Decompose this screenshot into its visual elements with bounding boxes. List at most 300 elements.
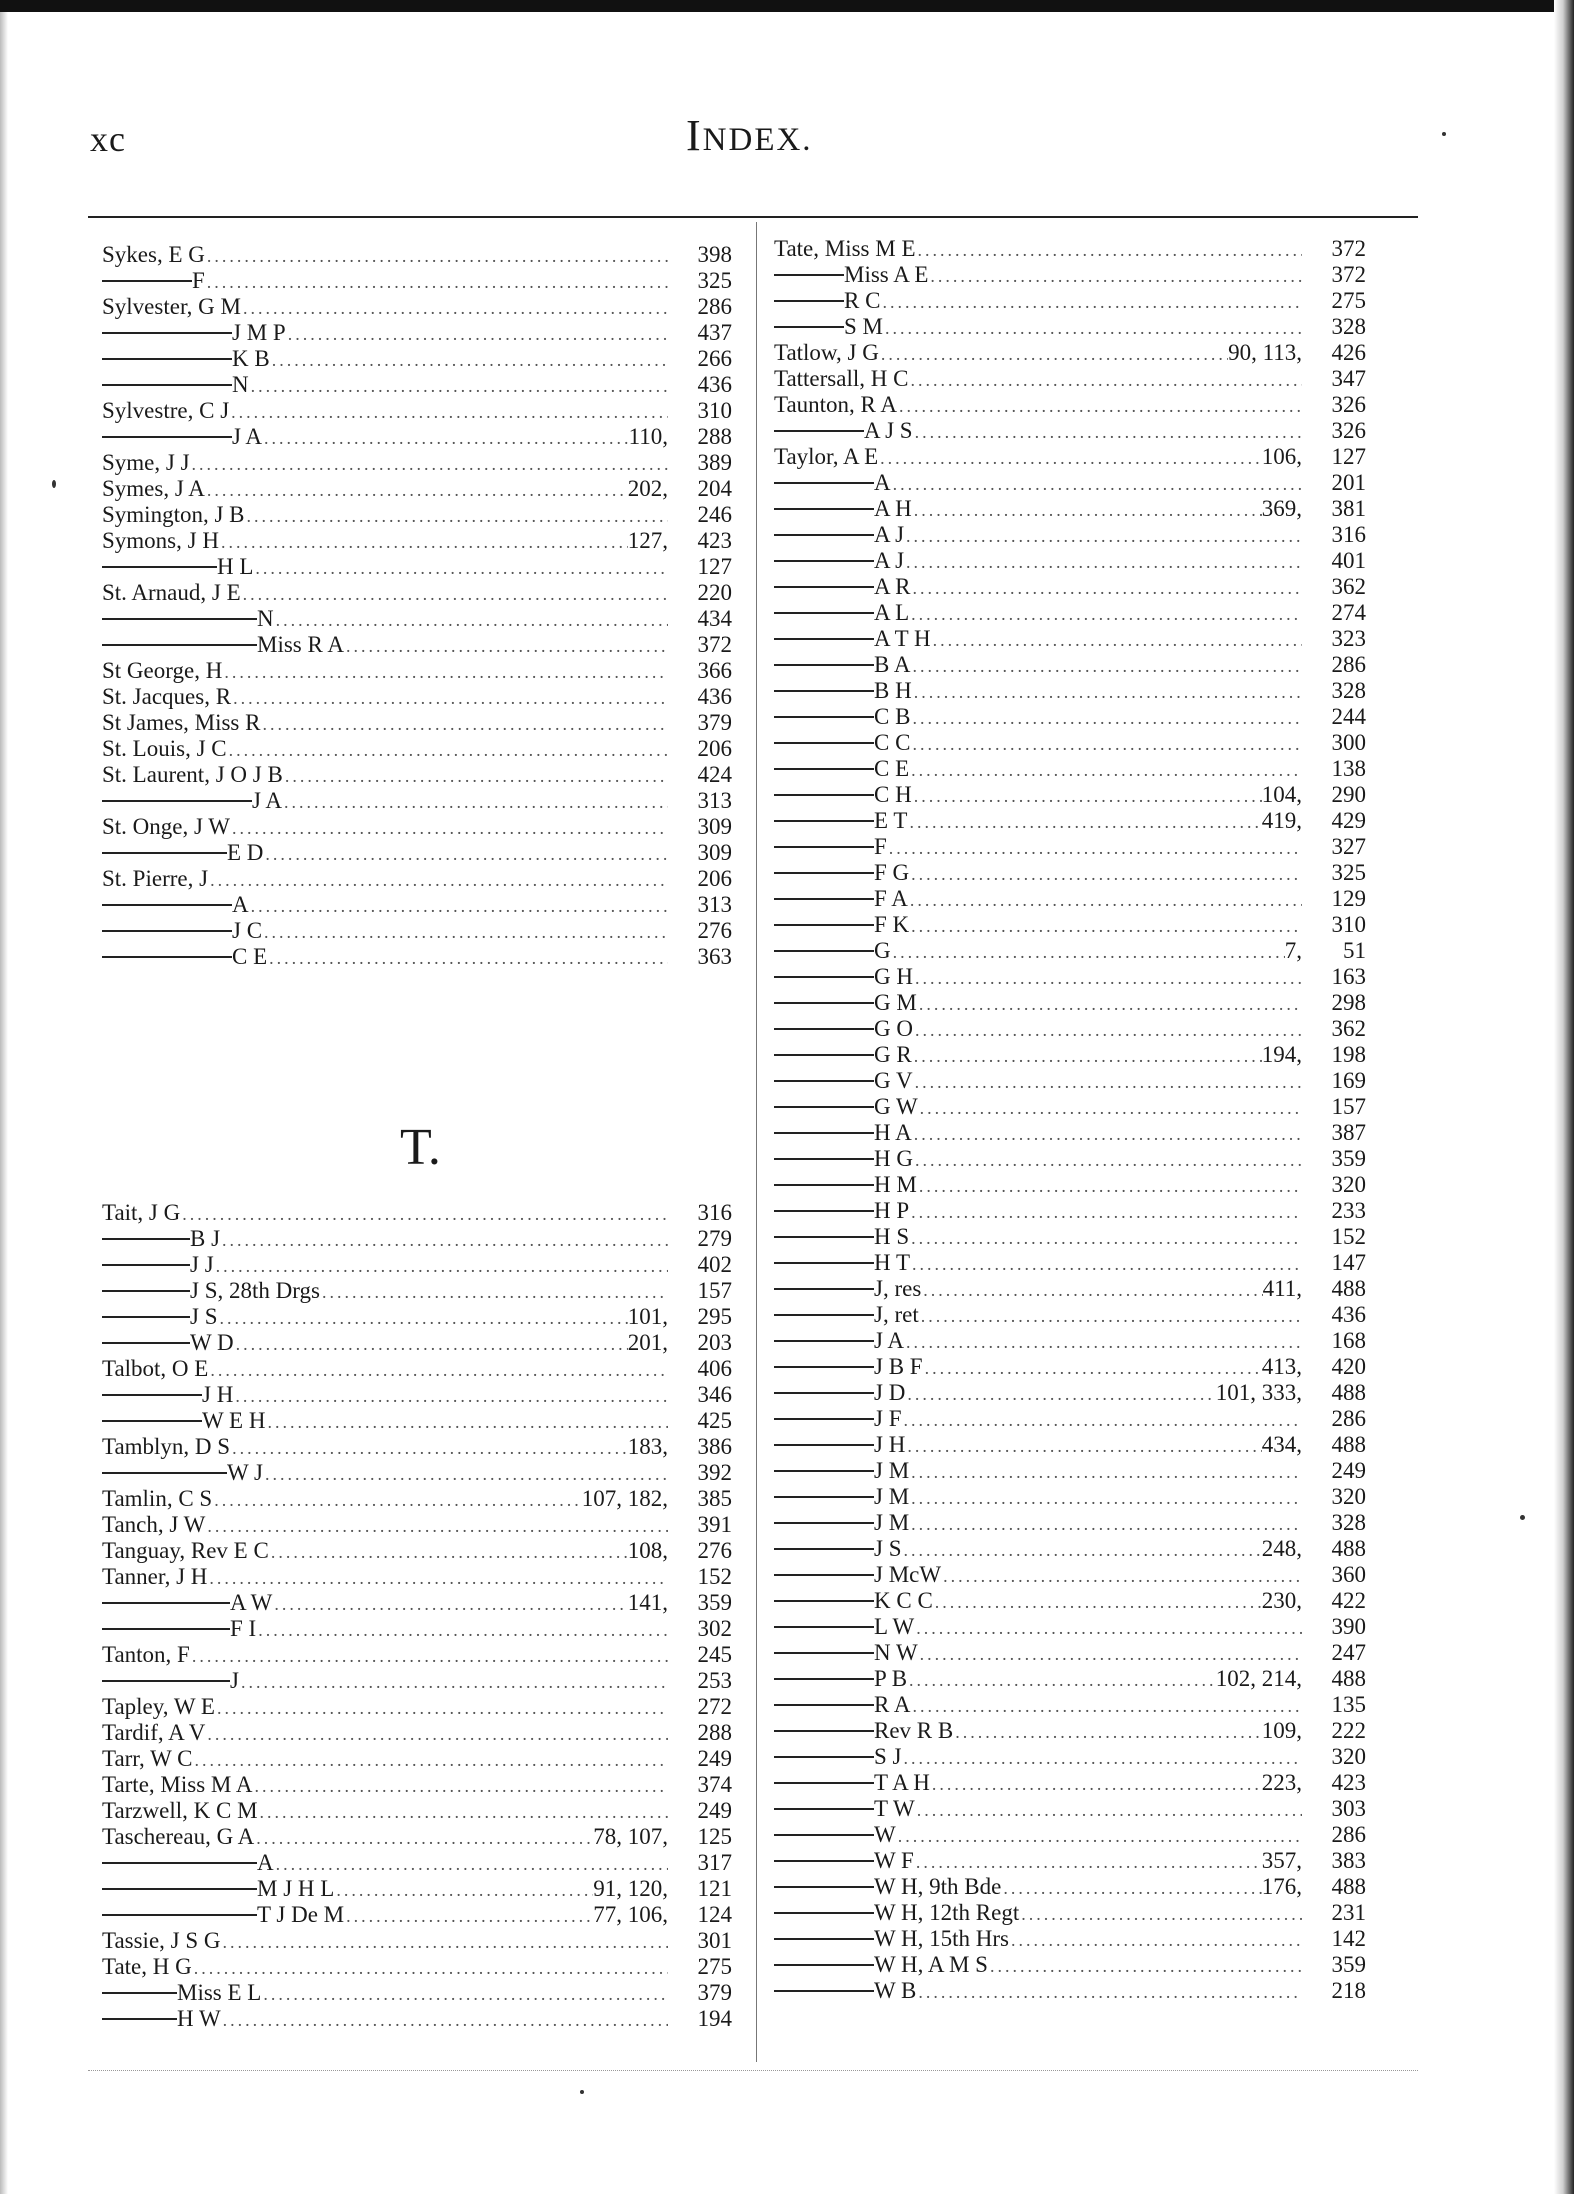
entry-page: 316 bbox=[1331, 522, 1366, 547]
dot-leader bbox=[902, 1745, 1303, 1771]
ditto-dash bbox=[774, 1054, 874, 1056]
entry-name: Tapley, W E bbox=[102, 1694, 215, 1719]
index-entry bbox=[102, 1226, 732, 1252]
dot-leader bbox=[904, 1329, 1302, 1355]
dot-leader bbox=[878, 445, 1262, 471]
running-head-initial: I bbox=[686, 111, 703, 160]
entry-page: 276 bbox=[697, 1538, 732, 1563]
entry-page: 249 bbox=[697, 1798, 732, 1823]
index-entry bbox=[102, 346, 732, 372]
dot-leader bbox=[902, 1537, 1262, 1563]
entry-name: T W bbox=[874, 1796, 915, 1821]
entry-page: 328 bbox=[1331, 314, 1366, 339]
dot-leader bbox=[909, 1199, 1302, 1225]
entry-extra-pages: 110, bbox=[628, 424, 668, 449]
index-entry bbox=[102, 1694, 732, 1720]
entry-name: Sykes, E G bbox=[102, 242, 205, 267]
entry-page: 295 bbox=[697, 1304, 732, 1329]
index-entry bbox=[774, 288, 1366, 314]
entry-page: 381 bbox=[1331, 496, 1366, 521]
entry-page: 266 bbox=[697, 346, 732, 371]
entry-name: Tarte, Miss M A bbox=[102, 1772, 253, 1797]
entry-page: 488 bbox=[1331, 1380, 1366, 1405]
entry-name: G W bbox=[874, 1094, 918, 1119]
dot-leader bbox=[891, 471, 1302, 497]
entry-name: G O bbox=[874, 1016, 913, 1041]
entry-name: J H bbox=[202, 1382, 234, 1407]
entry-page: 222 bbox=[1331, 1718, 1366, 1743]
ditto-dash bbox=[102, 618, 257, 620]
dot-leader bbox=[215, 1695, 668, 1721]
dot-leader bbox=[912, 679, 1302, 705]
entry-extra-pages: 108, bbox=[627, 1538, 668, 1563]
entry-name: S M bbox=[844, 314, 883, 339]
ditto-dash bbox=[774, 1782, 874, 1784]
entry-name: Sylvester, G M bbox=[102, 294, 241, 319]
scan-speck bbox=[1520, 1515, 1525, 1520]
index-entry bbox=[102, 424, 732, 450]
dot-leader bbox=[334, 1877, 593, 1903]
index-entry bbox=[102, 294, 732, 320]
entry-name: J B F bbox=[874, 1354, 923, 1379]
entry-name: J S bbox=[874, 1536, 902, 1561]
ditto-dash bbox=[774, 1496, 874, 1498]
entry-page: 310 bbox=[1331, 912, 1366, 937]
entry-name: Tate, Miss M E bbox=[774, 236, 916, 261]
ditto-dash bbox=[774, 274, 844, 276]
entry-name: Taylor, A E bbox=[774, 444, 879, 469]
entry-name: G M bbox=[874, 990, 917, 1015]
entry-name: W E H bbox=[202, 1408, 266, 1433]
ditto-dash bbox=[774, 690, 874, 692]
index-entry bbox=[774, 808, 1366, 834]
index-entry bbox=[102, 1382, 732, 1408]
entry-name: Taschereau, G A bbox=[102, 1824, 255, 1849]
index-entry bbox=[774, 314, 1366, 340]
scan-speck bbox=[580, 2090, 584, 2094]
ditto-dash bbox=[774, 326, 844, 328]
ditto-dash bbox=[102, 1420, 202, 1422]
entry-extra-pages: 127, bbox=[627, 528, 668, 553]
entry-name: C B bbox=[874, 704, 911, 729]
entry-page: 253 bbox=[697, 1668, 732, 1693]
ditto-dash bbox=[774, 1106, 874, 1108]
ditto-dash bbox=[774, 638, 874, 640]
ditto-dash bbox=[102, 436, 232, 438]
entry-page: 328 bbox=[1331, 1510, 1366, 1535]
dot-leader bbox=[229, 399, 668, 425]
entry-name: J M bbox=[874, 1484, 910, 1509]
page-folio: xc bbox=[90, 119, 126, 159]
entry-page: 372 bbox=[1331, 262, 1366, 287]
entry-name: B J bbox=[190, 1226, 221, 1251]
ditto-dash bbox=[774, 1548, 874, 1550]
entry-name: Symes, J A bbox=[102, 476, 205, 501]
entry-name: G H bbox=[874, 964, 913, 989]
page-left-edge-shadow bbox=[0, 0, 8, 2194]
entry-name: N W bbox=[874, 1640, 918, 1665]
entry-page: 488 bbox=[1331, 1432, 1366, 1457]
entry-page: 206 bbox=[697, 866, 732, 891]
ditto-dash bbox=[774, 924, 874, 926]
entry-name: Tatlow, J G bbox=[774, 340, 879, 365]
index-entry bbox=[774, 782, 1366, 808]
dot-leader bbox=[227, 737, 668, 763]
index-entry bbox=[774, 1926, 1366, 1952]
dot-leader bbox=[909, 861, 1302, 887]
ditto-dash bbox=[774, 1522, 874, 1524]
index-entry bbox=[102, 2006, 732, 2032]
entry-extra-pages: 77, 106, bbox=[593, 1902, 668, 1927]
header-rule bbox=[88, 216, 1418, 218]
ditto-dash bbox=[774, 1990, 874, 1992]
entry-page: 300 bbox=[1331, 730, 1366, 755]
index-entry bbox=[774, 964, 1366, 990]
entry-page: 246 bbox=[697, 502, 732, 527]
dot-leader bbox=[918, 1641, 1302, 1667]
ditto-dash bbox=[774, 1912, 874, 1914]
dot-leader bbox=[263, 841, 668, 867]
entry-name: H A bbox=[874, 1120, 912, 1145]
index-entry bbox=[102, 1408, 732, 1434]
entry-page: 424 bbox=[697, 762, 732, 787]
dot-leader bbox=[1009, 1927, 1302, 1953]
entry-name: A L bbox=[874, 600, 910, 625]
index-entry bbox=[774, 1718, 1366, 1744]
entry-page: 423 bbox=[1331, 1770, 1366, 1795]
entry-page: 347 bbox=[1331, 366, 1366, 391]
entry-extra-pages: 101, 333, bbox=[1215, 1380, 1302, 1405]
entry-name: F A bbox=[874, 886, 908, 911]
entry-page: 374 bbox=[697, 1772, 732, 1797]
entry-name: H S bbox=[874, 1224, 910, 1249]
index-entry bbox=[774, 912, 1366, 938]
entry-page: 313 bbox=[697, 892, 732, 917]
entry-page: 320 bbox=[1331, 1744, 1366, 1769]
ditto-dash bbox=[102, 1472, 227, 1474]
entry-name: St. Pierre, J bbox=[102, 866, 209, 891]
entry-page: 206 bbox=[697, 736, 732, 761]
index-entry bbox=[102, 580, 732, 606]
index-entry bbox=[774, 704, 1366, 730]
index-entry bbox=[102, 1798, 732, 1824]
index-entry bbox=[102, 658, 732, 684]
dot-leader bbox=[241, 581, 668, 607]
entry-name: B A bbox=[874, 652, 911, 677]
index-entry bbox=[102, 684, 732, 710]
entry-name: J S bbox=[190, 1304, 218, 1329]
dot-leader bbox=[910, 1251, 1302, 1277]
entry-name: J, res bbox=[874, 1276, 922, 1301]
page-right-edge-shadow bbox=[1554, 0, 1574, 2194]
ditto-dash bbox=[774, 1132, 874, 1134]
entry-name: Tate, H G bbox=[102, 1954, 192, 1979]
dot-leader bbox=[1001, 1875, 1261, 1901]
entry-page: 157 bbox=[697, 1278, 732, 1303]
index-entry bbox=[774, 1614, 1366, 1640]
entry-extra-pages: 109, bbox=[1261, 1718, 1302, 1743]
index-entry bbox=[102, 1304, 732, 1330]
dot-leader bbox=[904, 523, 1302, 549]
ditto-dash bbox=[774, 586, 874, 588]
entry-extra-pages: 102, 214, bbox=[1215, 1666, 1302, 1691]
entry-name: J A bbox=[874, 1328, 905, 1353]
entry-name: St. Jacques, R bbox=[102, 684, 232, 709]
index-entry bbox=[102, 1824, 732, 1850]
index-entry bbox=[102, 372, 732, 398]
dot-leader bbox=[270, 347, 668, 373]
entry-name: Tanner, J H bbox=[102, 1564, 208, 1589]
entry-page: 325 bbox=[697, 268, 732, 293]
ditto-dash bbox=[102, 956, 232, 958]
dot-leader bbox=[918, 1095, 1302, 1121]
index-column-left-t bbox=[102, 1200, 732, 2032]
entry-page: 247 bbox=[1331, 1640, 1366, 1665]
dot-leader bbox=[904, 549, 1302, 575]
ditto-dash bbox=[102, 1628, 230, 1630]
entry-page: 366 bbox=[697, 658, 732, 683]
entry-page: 286 bbox=[1331, 652, 1366, 677]
ditto-dash bbox=[774, 1028, 874, 1030]
entry-name: G bbox=[874, 938, 891, 963]
entry-page: 169 bbox=[1331, 1068, 1366, 1093]
entry-name: Miss A E bbox=[844, 262, 929, 287]
entry-page: 157 bbox=[1331, 1094, 1366, 1119]
dot-leader bbox=[252, 1773, 668, 1799]
ditto-dash bbox=[774, 1600, 874, 1602]
index-entry bbox=[774, 522, 1366, 548]
index-entry bbox=[774, 626, 1366, 652]
dot-leader bbox=[344, 1903, 593, 1929]
dot-leader bbox=[910, 653, 1302, 679]
entry-name: C E bbox=[232, 944, 268, 969]
entry-page: 429 bbox=[1331, 808, 1366, 833]
dot-leader bbox=[912, 783, 1262, 809]
dot-leader bbox=[208, 867, 668, 893]
ditto-dash bbox=[774, 716, 874, 718]
ditto-dash bbox=[102, 1862, 257, 1864]
index-entry bbox=[774, 1952, 1366, 1978]
ditto-dash bbox=[102, 1290, 190, 1292]
entry-name: A T H bbox=[874, 626, 931, 651]
ditto-dash bbox=[774, 1002, 874, 1004]
entry-name: M J H L bbox=[257, 1876, 335, 1901]
ditto-dash bbox=[774, 1938, 874, 1940]
dot-leader bbox=[258, 1799, 668, 1825]
index-entry bbox=[774, 1094, 1366, 1120]
ditto-dash bbox=[774, 1210, 874, 1212]
section-letter: T. bbox=[400, 1119, 441, 1176]
index-entry bbox=[774, 1250, 1366, 1276]
dot-leader bbox=[910, 575, 1302, 601]
entry-name: G R bbox=[874, 1042, 912, 1067]
entry-name: Tanton, F bbox=[102, 1642, 190, 1667]
entry-page: 434 bbox=[697, 606, 732, 631]
dot-leader bbox=[916, 237, 1303, 263]
index-entry bbox=[774, 990, 1366, 1016]
dot-leader bbox=[193, 1747, 668, 1773]
dot-leader bbox=[249, 893, 668, 919]
entry-page: 127 bbox=[1331, 444, 1366, 469]
index-entry bbox=[774, 1302, 1366, 1328]
dot-leader bbox=[282, 789, 668, 815]
running-head bbox=[686, 110, 813, 161]
index-entry bbox=[102, 1980, 732, 2006]
entry-page: 372 bbox=[1331, 236, 1366, 261]
index-entry bbox=[102, 476, 732, 502]
entry-page: 125 bbox=[697, 1824, 732, 1849]
entry-page: 437 bbox=[697, 320, 732, 345]
dot-leader bbox=[190, 451, 668, 477]
entry-page: 310 bbox=[697, 398, 732, 423]
ditto-dash bbox=[774, 1340, 874, 1342]
entry-name: A J S bbox=[864, 418, 913, 443]
entry-page: 383 bbox=[1331, 1848, 1366, 1873]
entry-page: 152 bbox=[1331, 1224, 1366, 1249]
ditto-dash bbox=[774, 1834, 874, 1836]
index-entry bbox=[102, 1590, 732, 1616]
dot-leader bbox=[214, 1253, 668, 1279]
index-entry bbox=[102, 1772, 732, 1798]
ditto-dash bbox=[774, 794, 874, 796]
entry-name: St. Onge, J W bbox=[102, 814, 230, 839]
dot-leader bbox=[260, 711, 668, 737]
entry-name: L W bbox=[874, 1614, 915, 1639]
entry-page: 385 bbox=[697, 1486, 732, 1511]
index-entry bbox=[774, 574, 1366, 600]
dot-leader bbox=[190, 1643, 668, 1669]
dot-leader bbox=[953, 1719, 1262, 1745]
dot-leader bbox=[249, 373, 668, 399]
entry-page: 302 bbox=[697, 1616, 732, 1641]
index-entry bbox=[102, 1928, 732, 1954]
entry-page: 389 bbox=[697, 450, 732, 475]
ditto-dash bbox=[102, 280, 192, 282]
entry-page: 401 bbox=[1331, 548, 1366, 573]
entry-page: 402 bbox=[697, 1252, 732, 1277]
ditto-dash bbox=[102, 1238, 190, 1240]
index-entry bbox=[774, 366, 1366, 392]
ditto-dash bbox=[774, 872, 874, 874]
index-entry bbox=[774, 1042, 1366, 1068]
index-entry bbox=[774, 1874, 1366, 1900]
ditto-dash bbox=[102, 1914, 257, 1916]
dot-leader bbox=[916, 1979, 1302, 2005]
dot-leader bbox=[917, 991, 1302, 1017]
entry-page: 288 bbox=[697, 1720, 732, 1745]
index-entry bbox=[774, 1822, 1366, 1848]
entry-extra-pages: 78, 107, bbox=[593, 1824, 668, 1849]
entry-page: 245 bbox=[697, 1642, 732, 1667]
entry-page: 218 bbox=[1331, 1978, 1366, 2003]
dot-leader bbox=[891, 939, 1285, 965]
ditto-dash bbox=[774, 1392, 874, 1394]
entry-page: 203 bbox=[697, 1330, 732, 1355]
entry-name: H G bbox=[874, 1146, 913, 1171]
entry-name: W D bbox=[190, 1330, 234, 1355]
index-entry bbox=[774, 1120, 1366, 1146]
ditto-dash bbox=[774, 430, 864, 432]
dot-leader bbox=[220, 1227, 668, 1253]
index-entry bbox=[774, 1198, 1366, 1224]
ditto-dash bbox=[774, 1808, 874, 1810]
entry-page: 276 bbox=[697, 918, 732, 943]
ditto-dash bbox=[774, 1262, 874, 1264]
index-entry bbox=[102, 1616, 732, 1642]
dot-leader bbox=[908, 367, 1302, 393]
entry-page: 359 bbox=[1331, 1146, 1366, 1171]
entry-extra-pages: 183, bbox=[627, 1434, 668, 1459]
dot-leader bbox=[218, 1305, 628, 1331]
entry-name: W F bbox=[874, 1848, 914, 1873]
entry-page: 147 bbox=[1331, 1250, 1366, 1275]
index-entry bbox=[774, 678, 1366, 704]
dot-leader bbox=[233, 1383, 668, 1409]
dot-leader bbox=[320, 1279, 668, 1305]
dot-leader bbox=[208, 1357, 668, 1383]
entry-page: 313 bbox=[697, 788, 732, 813]
entry-page: 303 bbox=[1331, 1796, 1366, 1821]
entry-name: A J bbox=[874, 522, 905, 547]
index-entry bbox=[102, 502, 732, 528]
ditto-dash bbox=[774, 1860, 874, 1862]
dot-leader bbox=[245, 503, 668, 529]
entry-name: J bbox=[230, 1668, 239, 1693]
index-entry bbox=[774, 1068, 1366, 1094]
entry-name: G V bbox=[874, 1068, 913, 1093]
ditto-dash bbox=[774, 1886, 874, 1888]
ditto-dash bbox=[102, 904, 232, 906]
entry-page: 220 bbox=[697, 580, 732, 605]
dot-leader bbox=[205, 243, 668, 269]
entry-page: 326 bbox=[1331, 392, 1366, 417]
entry-name: J M bbox=[874, 1510, 910, 1535]
entry-name: Tassie, J S G bbox=[102, 1928, 221, 1953]
index-entry bbox=[102, 840, 732, 866]
entry-name: J H bbox=[874, 1432, 906, 1457]
dot-leader bbox=[912, 1121, 1302, 1147]
ditto-dash bbox=[774, 1652, 874, 1654]
entry-page: 392 bbox=[697, 1460, 732, 1485]
entry-page: 359 bbox=[697, 1590, 732, 1615]
entry-page: 275 bbox=[1331, 288, 1366, 313]
entry-name: T A H bbox=[874, 1770, 930, 1795]
dot-leader bbox=[910, 731, 1302, 757]
dot-leader bbox=[912, 1043, 1262, 1069]
dot-leader bbox=[269, 1539, 628, 1565]
entry-name: K B bbox=[232, 346, 270, 371]
running-head-rest: NDEX. bbox=[702, 122, 813, 158]
entry-name: F bbox=[192, 268, 205, 293]
entry-page: 488 bbox=[1331, 1276, 1366, 1301]
entry-page: 320 bbox=[1331, 1484, 1366, 1509]
entry-extra-pages: 223, bbox=[1261, 1770, 1302, 1795]
dot-leader bbox=[261, 1981, 668, 2007]
entry-name: E T bbox=[874, 808, 908, 833]
dot-leader bbox=[262, 425, 629, 451]
ditto-dash bbox=[102, 1316, 190, 1318]
dot-leader bbox=[905, 1433, 1261, 1459]
index-entry bbox=[102, 1954, 732, 1980]
entry-name: F K bbox=[874, 912, 910, 937]
scan-speck bbox=[1442, 132, 1446, 136]
entry-page: 346 bbox=[697, 1382, 732, 1407]
index-entry bbox=[774, 1796, 1366, 1822]
dot-leader bbox=[221, 1929, 668, 1955]
ditto-dash bbox=[774, 534, 874, 536]
ditto-dash bbox=[102, 1680, 230, 1682]
dot-leader bbox=[913, 1147, 1302, 1173]
